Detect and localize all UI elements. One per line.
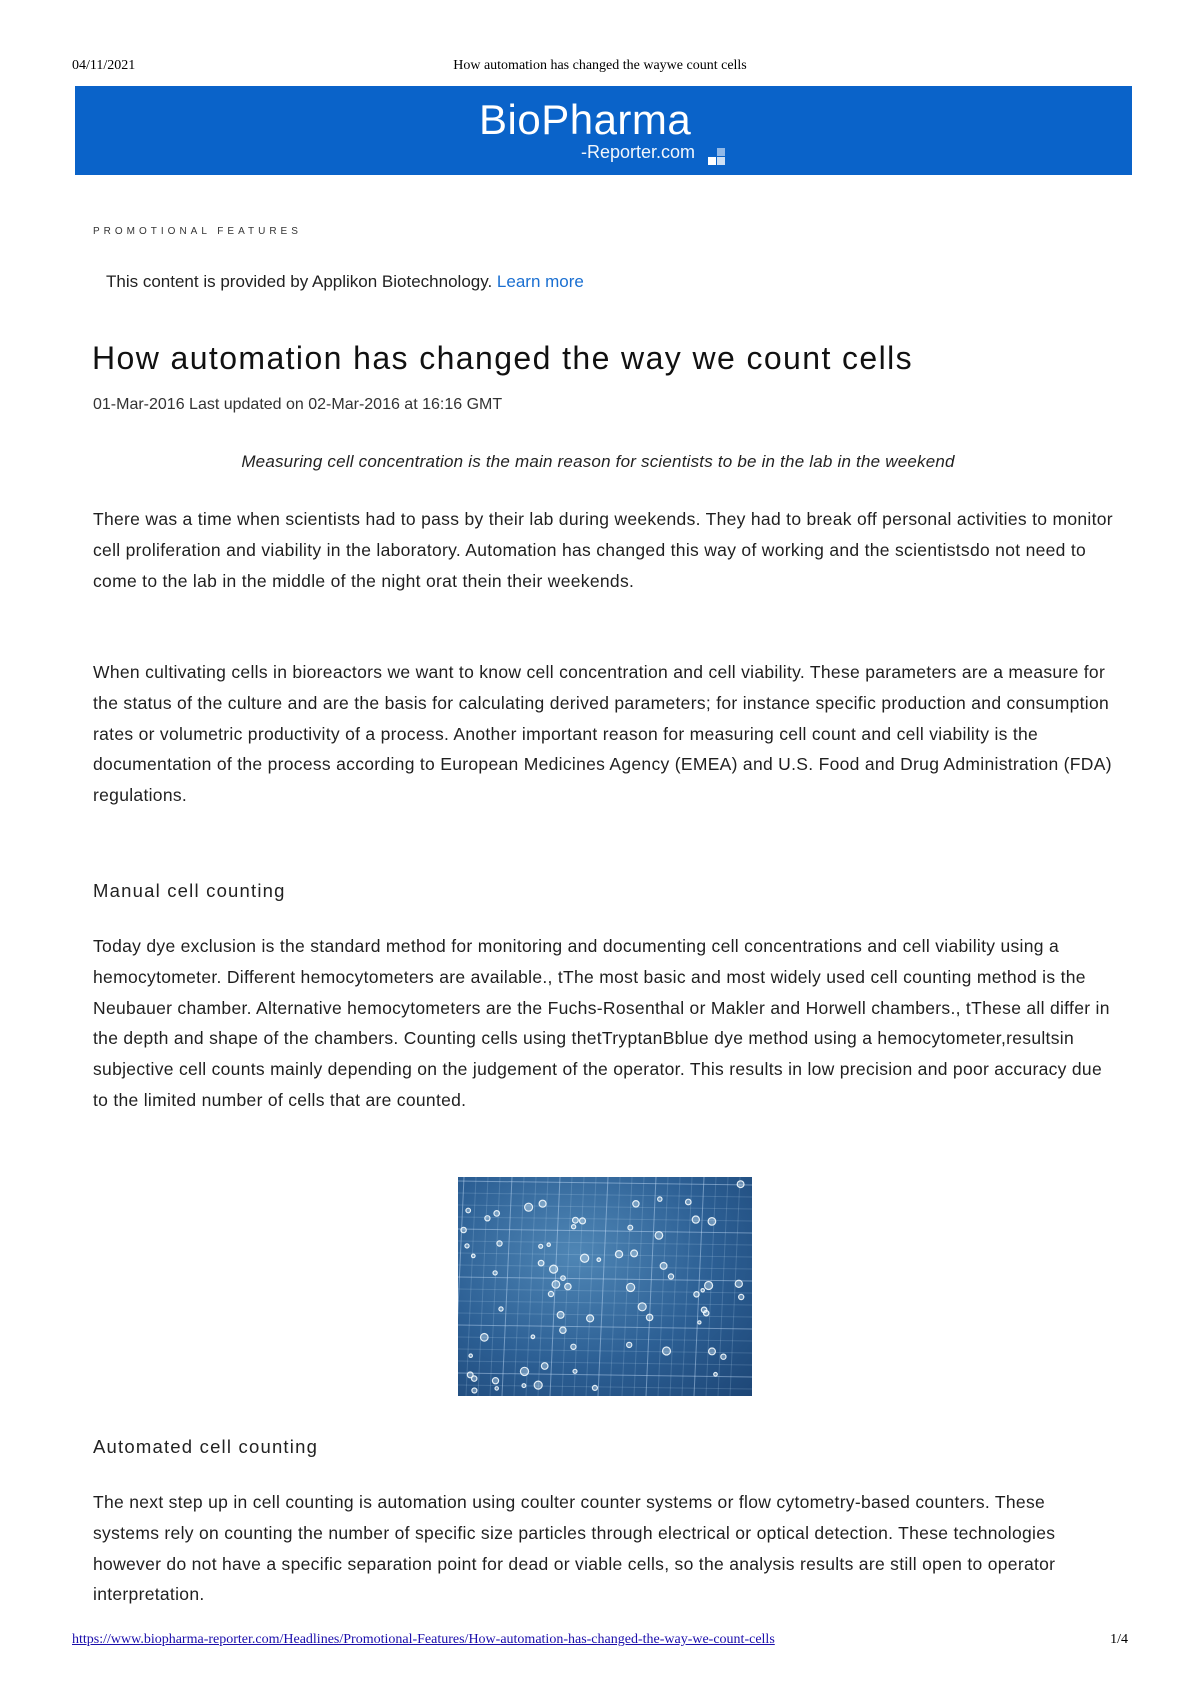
article-title: How automation has changed the way we count cells <box>92 340 914 376</box>
cell-dot <box>705 1282 713 1290</box>
cell-dot <box>467 1372 473 1378</box>
print-header <box>72 58 1128 78</box>
cell-dot <box>485 1216 490 1221</box>
cell-dot <box>627 1342 632 1347</box>
logo-brand: BioPharma <box>479 96 692 143</box>
cell-dot <box>709 1348 716 1355</box>
cell-dot <box>550 1265 558 1273</box>
cell-dot <box>525 1203 533 1211</box>
cell-dot <box>538 1260 544 1266</box>
cell-dot <box>548 1291 553 1296</box>
cell-dot <box>581 1254 589 1262</box>
cell-dot <box>495 1387 498 1390</box>
learn-more-link[interactable]: Learn more <box>496 272 584 291</box>
cell-dot <box>633 1201 639 1207</box>
paragraph: When cultivating cells in bioreactors we want to know cell concentration and cell viability. These parameters are a measure for the status of the culture and are the basis for calculating derived parameters; for instance specific production and consumption rates or volumetric productivity of a process. Another important reason for measuring cell count and cell viability is the documentation of the process according to European Medicines Agency (EMEA) and U.S. Food and Drug Administration (FDA) regulations. <box>93 662 1112 806</box>
cell-dot <box>701 1289 704 1292</box>
cell-dot <box>739 1294 744 1299</box>
cell-dot <box>573 1369 577 1373</box>
cell-dot <box>714 1373 718 1377</box>
cell-dot <box>461 1227 466 1232</box>
cell-dot <box>573 1217 579 1223</box>
cell-dot <box>631 1250 638 1257</box>
cell-dot <box>572 1225 576 1229</box>
cell-dot <box>493 1271 497 1275</box>
cell-dot <box>499 1307 503 1311</box>
cell-dot <box>663 1347 671 1355</box>
cell-dot <box>472 1254 476 1258</box>
cell-dot <box>615 1251 622 1258</box>
cell-dot <box>552 1281 560 1289</box>
cell-dot <box>492 1378 498 1384</box>
cell-dot <box>571 1344 576 1349</box>
subheading-automated: Automated cell counting <box>93 1436 319 1457</box>
content-provider-note <box>106 272 584 292</box>
print-date: 04/11/2021 <box>72 58 136 73</box>
cell-dot <box>541 1363 548 1370</box>
logo-square-icon <box>717 157 725 165</box>
provider-text: This content is provided by Applikon Biotechnology. <box>106 272 497 291</box>
article-dateline: 01-Mar-2016 Last updated on 02-Mar-2016 at 16:16 GMT <box>93 396 503 413</box>
section-label: PROMOTIONAL FEATURES <box>93 226 302 237</box>
logo-square-icon <box>708 157 716 165</box>
cell-dot <box>721 1354 726 1359</box>
page-number: 1/4 <box>1110 1632 1128 1647</box>
paragraph: There was a time when scientists had to pass by their lab during weekends. They had to break off personal activities to monitor cell proliferation and viability in the laboratory. Automation has changed this way of working and the scientistsdo not need to come to the lab in the middle of the night orat thein their weekends. <box>93 509 1113 591</box>
cell-dot <box>534 1381 542 1389</box>
cell-dot <box>587 1315 594 1322</box>
cell-dot <box>660 1263 667 1270</box>
cell-dot <box>557 1312 564 1319</box>
cell-dot <box>735 1280 742 1287</box>
cell-dot <box>494 1211 500 1217</box>
cell-dot <box>627 1283 635 1291</box>
cell-dot <box>466 1208 471 1213</box>
cell-dot <box>472 1388 477 1393</box>
cell-dot <box>469 1354 472 1357</box>
cell-dot <box>638 1303 646 1311</box>
cell-dot <box>708 1218 716 1226</box>
cell-dot <box>497 1241 502 1246</box>
logo-square-icon <box>717 148 725 156</box>
subheading-manual: Manual cell counting <box>93 880 286 901</box>
cell-dot <box>520 1367 528 1375</box>
cell-dot <box>565 1283 571 1289</box>
cell-dot <box>597 1258 601 1262</box>
cell-dot <box>481 1334 489 1342</box>
cell-dot <box>547 1243 550 1246</box>
biopharma-logo[interactable] <box>479 95 739 169</box>
cell-dot <box>737 1181 744 1188</box>
cell-dot <box>465 1244 469 1248</box>
cell-dot <box>646 1314 652 1320</box>
page-url-link[interactable]: https://www.biopharma-reporter.com/Headlines/Promotional-Features/How-automation-has-changed-the-way-we-count-cells <box>72 1632 775 1647</box>
paragraph: The next step up in cell counting is automation using coulter counter systems or flow cytometry-based counters. These systems rely on counting the number of specific size particles through electrical or optical detection. These technologies however do not have a specific separation point for dead or viable cells, so the analysis results are still open to operator interpretation. <box>93 1492 1056 1605</box>
cell-dot <box>560 1327 566 1333</box>
cell-dot <box>668 1274 673 1279</box>
paragraph: Today dye exclusion is the standard method for monitoring and documenting cell concentrations and cell viability using a hemocytometer. Different hemocytometers are available., tThe most basic and most widely used cell counting method is the Neubauer chamber. Alternative hemocytometers are the Fuchs-Rosenthal or Makler and Horwell chambers., tThese all differ in the depth and shape of the chambers. Counting cells using thetTryptanBblue dye method using a hemocytometer,resultsin subjective cell counts mainly depending on the judgement of the operator. This results in low precision and poor accuracy due to the limited number of cells that are counted. <box>93 936 1110 1110</box>
cell-dot <box>655 1232 663 1240</box>
print-footer <box>72 1632 1128 1652</box>
cell-dot <box>704 1311 709 1316</box>
cell-dot <box>561 1276 566 1281</box>
cell-dot <box>692 1216 699 1223</box>
cell-dot <box>539 1244 543 1248</box>
site-banner[interactable] <box>75 86 1132 175</box>
cell-dot <box>522 1384 526 1388</box>
hemocytometer-cells-graphic <box>458 1177 752 1396</box>
cell-dot <box>694 1292 699 1297</box>
article-standfirst: Measuring cell concentration is the main reason for scientists to be in the lab in the weekend <box>241 452 955 471</box>
cell-dot <box>531 1335 535 1339</box>
cell-dot <box>698 1321 701 1324</box>
logo-domain: -Reporter.com <box>581 142 696 162</box>
cell-dot <box>580 1218 586 1224</box>
cell-dot <box>628 1225 633 1230</box>
hemocytometer-image <box>458 1177 752 1396</box>
cell-dot <box>592 1385 597 1390</box>
cell-dot <box>539 1200 546 1207</box>
cell-dot <box>686 1199 692 1205</box>
cell-dot <box>658 1197 662 1201</box>
print-title: How automation has changed the waywe count cells <box>453 58 747 73</box>
